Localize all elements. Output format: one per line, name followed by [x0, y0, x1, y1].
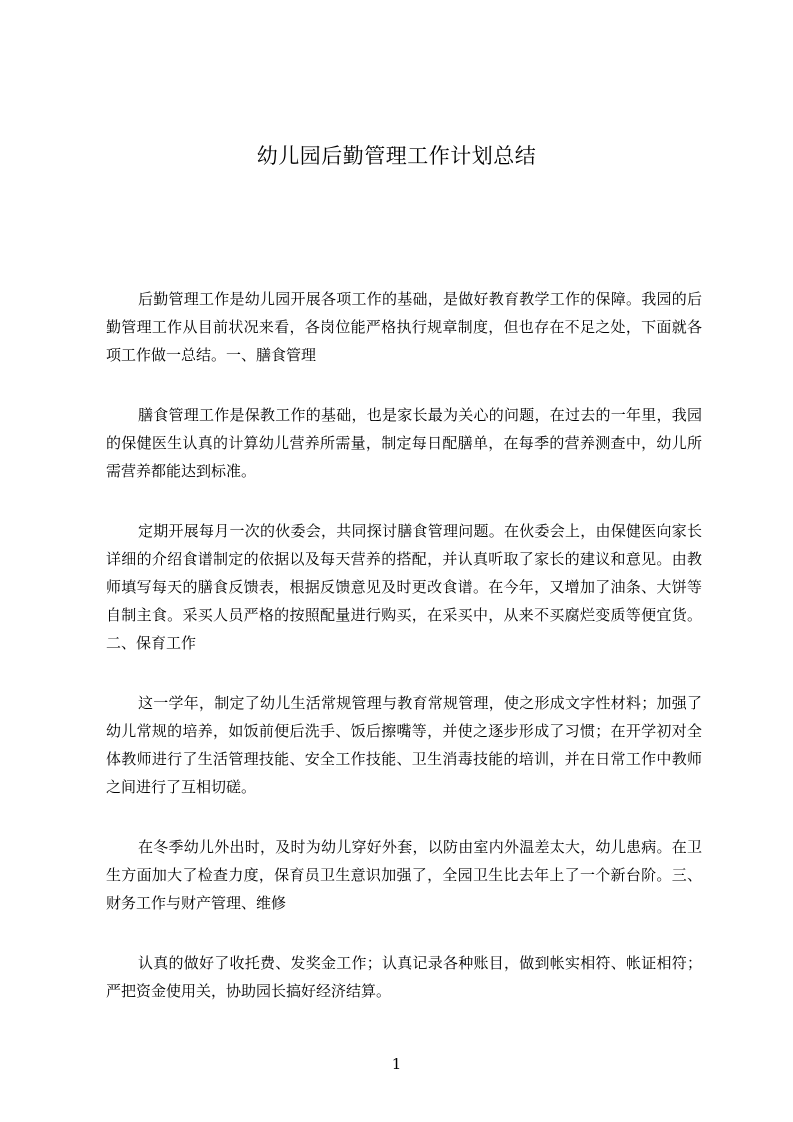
paragraph-committee: 定期开展每月一次的伙委会，共同探讨膳食管理问题。在伙委会上，由保健医向家长详细的介绍食谱制定的依据以及每天营养的搭配，并认真听取了家长的建议和意见。由教师填写每天的膳食反馈表，根据反馈意见及时更改食谱。在今年，又增加了油条、大饼等自制主食。采买人员严格的按照配量进行购买，在采买中，从来不买腐烂变质等便宜货。二、保育工作	[106, 522, 702, 652]
paragraph-intro: 后勤管理工作是幼儿园开展各项工作的基础，是做好教育教学工作的保障。我园的后勤管理工作从目前状况来看，各岗位能严格执行规章制度，但也存在不足之处，下面就各项工作做一总结。一、膳食管理	[106, 290, 702, 364]
paragraph-winter-hygiene: 在冬季幼儿外出时，及时为幼儿穿好外套，以防由室内外温差太大，幼儿患病。在卫生方面加大了检查力度，保育员卫生意识加强了，全园卫生比去年上了一个新台阶。三、财务工作与财产管理、维修	[106, 838, 702, 912]
paragraph-finance: 认真的做好了收托费、发奖金工作；认真记录各种账目，做到帐实相符、帐证相符；严把资金使用关，协助园长搞好经济结算。	[106, 954, 702, 1000]
document-title: 幼儿园后勤管理工作计划总结	[256, 144, 537, 168]
document-body	[106, 285, 702, 1037]
paragraph-meal-management: 膳食管理工作是保教工作的基础，也是家长最为关心的问题，在过去的一年里，我园的保健医生认真的计算幼儿营养所需量，制定每日配膳单，在每季的营养测查中，幼儿所需营养都能达到标准。	[106, 406, 702, 480]
page-number: 1	[391, 1055, 402, 1073]
paragraph-childcare: 这一学年，制定了幼儿生活常规管理与教育常规管理，使之形成文字性材料；加强了幼儿常规的培养，如饭前便后洗手、饭后擦嘴等，并使之逐步形成了习惯；在开学初对全体教师进行了生活管理技能、安全工作技能、卫生消毒技能的培训，并在日常工作中教师之间进行了互相切磋。	[106, 694, 702, 796]
